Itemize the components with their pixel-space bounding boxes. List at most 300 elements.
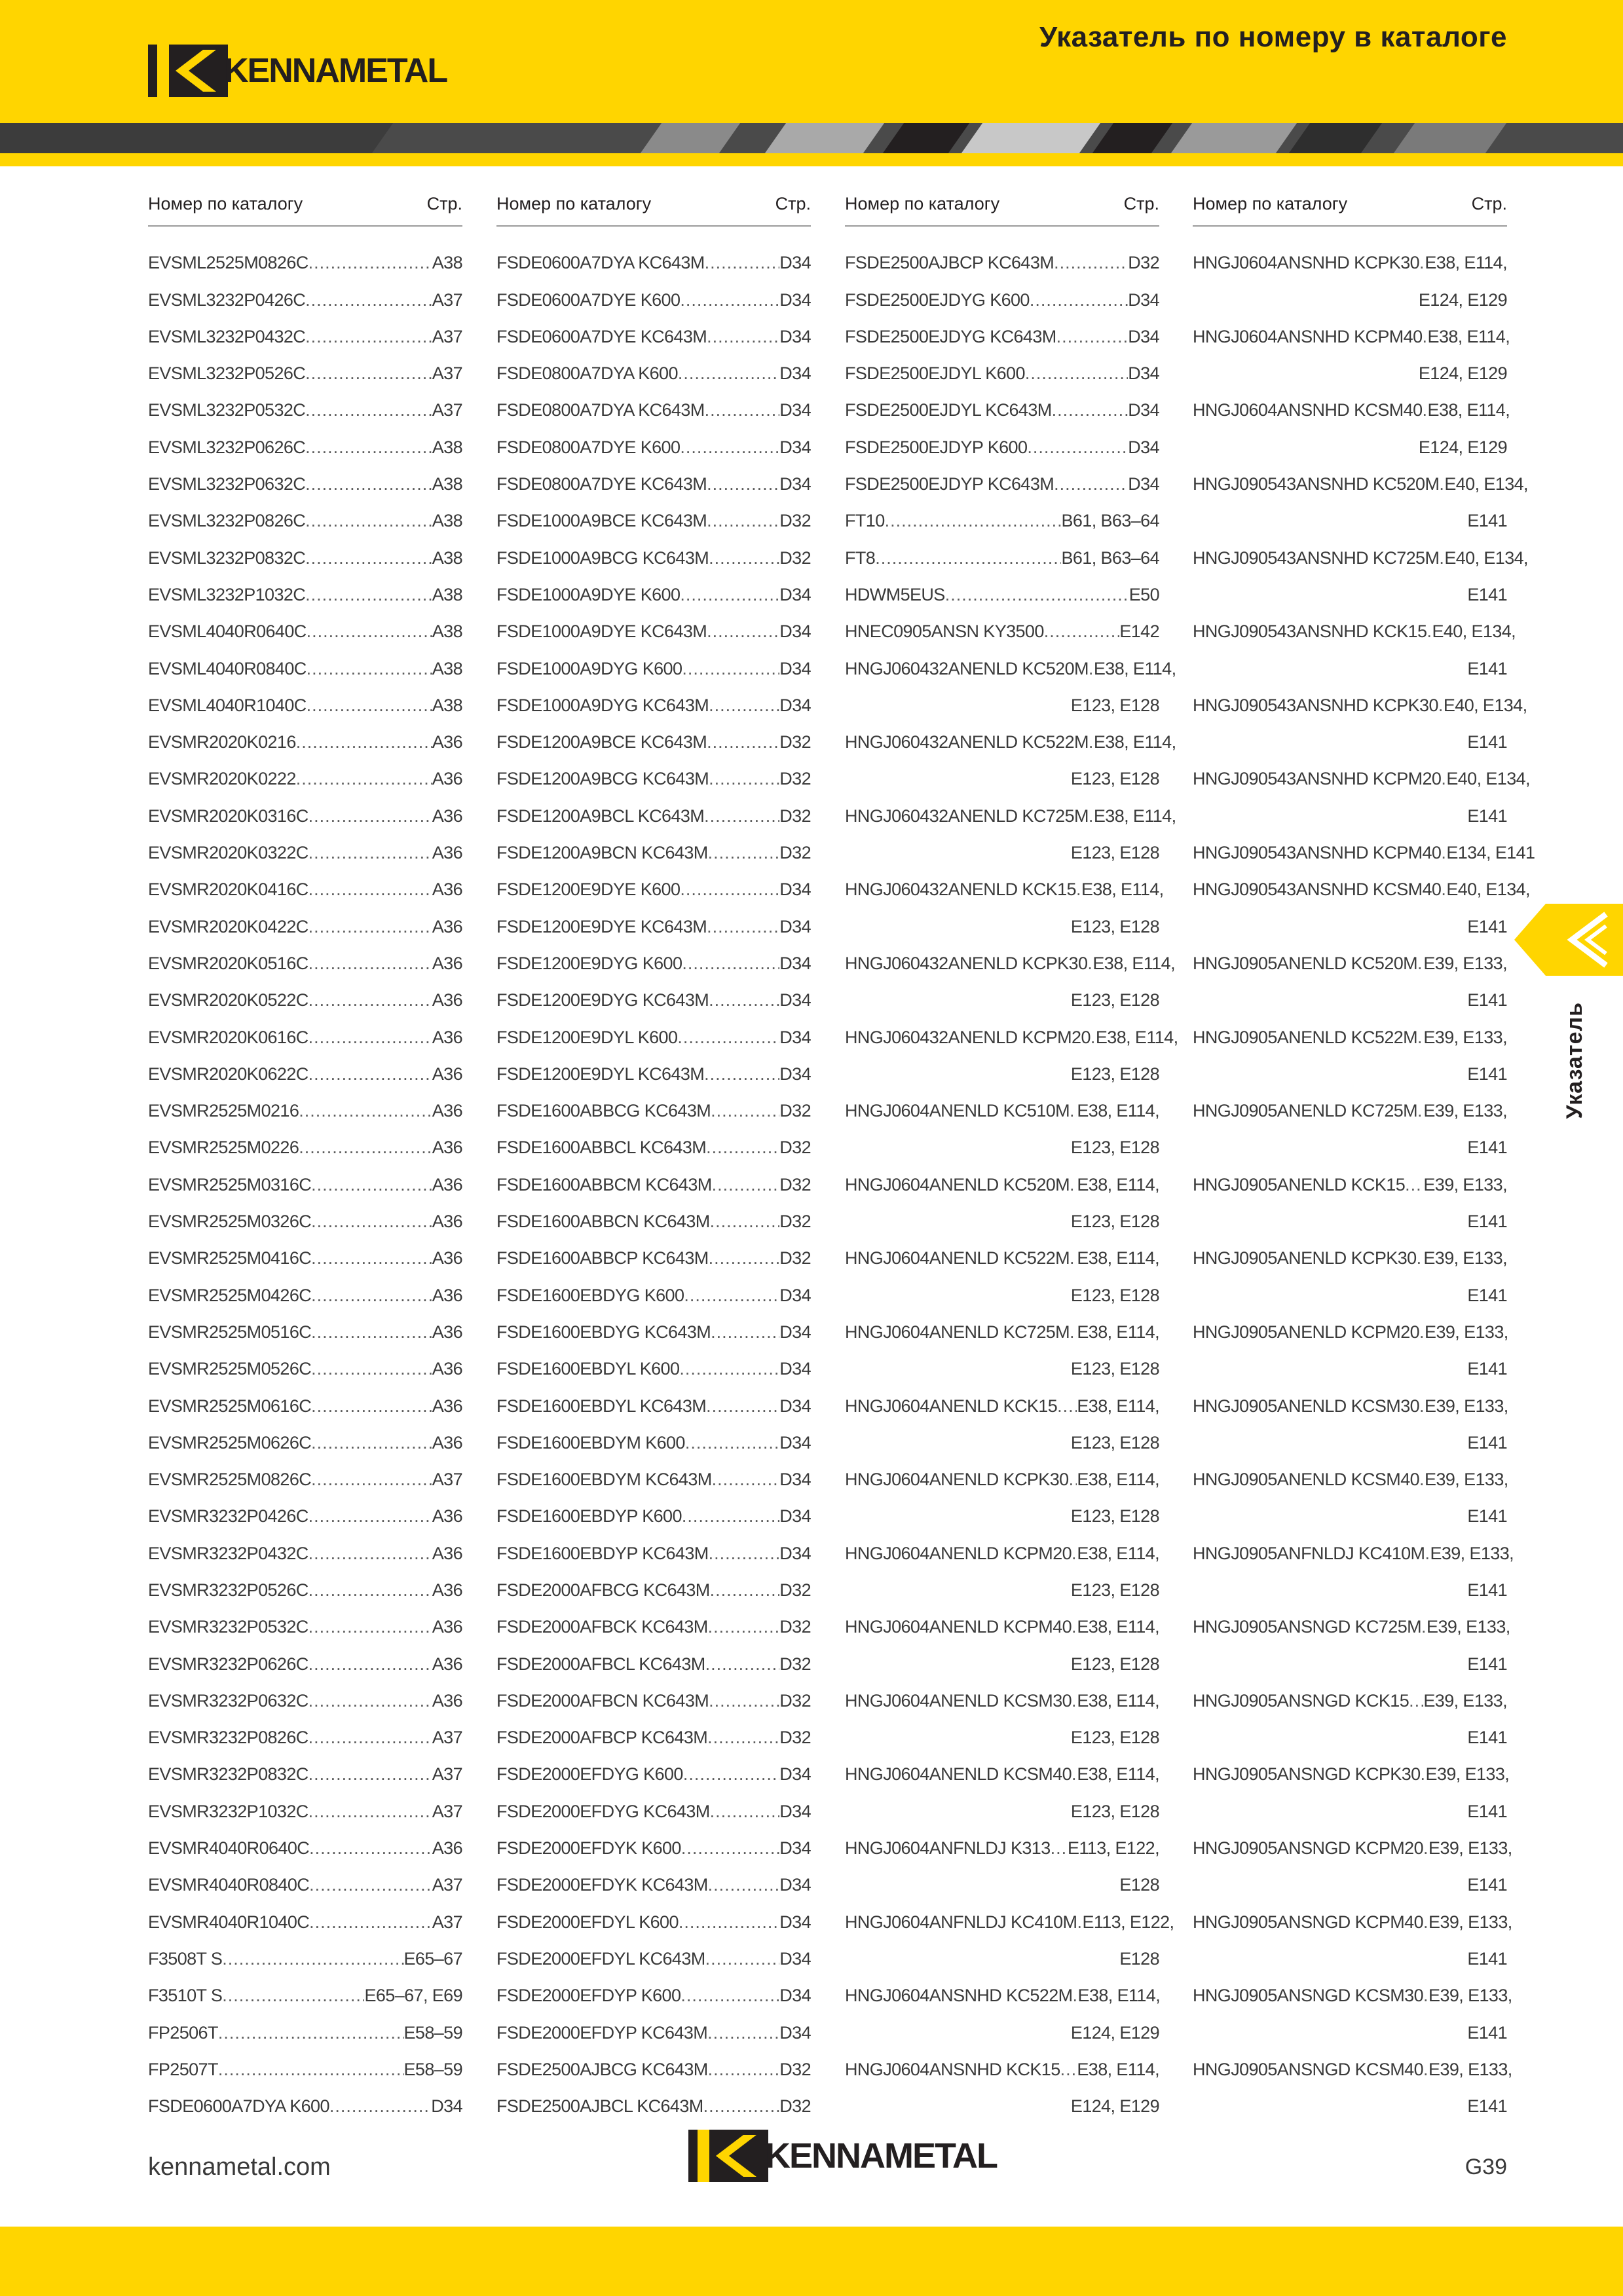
page-reference[interactable]: E142	[1119, 621, 1159, 642]
catalog-number: EVSMR3232P0532C	[148, 1617, 308, 1637]
page-reference[interactable]: E38, E114,	[1427, 326, 1510, 346]
page-reference[interactable]: E39, E133,	[1423, 1690, 1507, 1711]
page-reference[interactable]: D32	[779, 1138, 811, 1158]
dot-leader	[218, 2023, 404, 2043]
index-row	[496, 936, 811, 973]
page-reference[interactable]: E123, E128	[1070, 1728, 1159, 1748]
catalog-number: HNGJ060432ANENLD KCPK30	[845, 953, 1088, 973]
index-column-3	[845, 190, 1178, 2117]
page-reference[interactable]: E123, E128	[1070, 990, 1159, 1010]
page-reference[interactable]: E39, E133,	[1428, 1912, 1512, 1932]
page-reference[interactable]: D34	[779, 400, 811, 420]
index-row-continuation	[1193, 1047, 1507, 1084]
dot-leader	[707, 474, 779, 494]
dot-leader	[305, 437, 432, 457]
page-reference[interactable]: D32	[779, 1248, 811, 1268]
page-reference[interactable]: D34	[779, 990, 811, 1010]
page-reference[interactable]: E40, E134,	[1444, 474, 1528, 494]
index-row	[148, 1637, 462, 1673]
page-reference[interactable]: E123, E128	[1070, 695, 1159, 715]
page-reference[interactable]: D34	[779, 1064, 811, 1084]
page-reference[interactable]: E123, E128	[1070, 843, 1159, 863]
index-row	[1193, 1157, 1507, 1194]
dot-leader	[311, 1248, 432, 1268]
page-reference[interactable]: E141	[1467, 1948, 1507, 1969]
index-row-continuation	[845, 1932, 1159, 1969]
page-reference[interactable]: E38, E114,	[1077, 1470, 1159, 1490]
page-reference[interactable]: E141	[1467, 2022, 1507, 2043]
page-reference[interactable]: E58–59	[403, 2022, 462, 2043]
page-reference[interactable]: E128	[1119, 1875, 1159, 1895]
page-reference[interactable]: E38, E114,	[1081, 880, 1164, 900]
index-row	[496, 1047, 811, 1084]
page-reference[interactable]: A36	[432, 1654, 462, 1674]
dot-leader	[1070, 1248, 1077, 1268]
page-reference[interactable]: E123, E128	[1070, 916, 1159, 936]
page-reference[interactable]: D32	[779, 1690, 811, 1711]
page-reference[interactable]: E141	[1467, 1506, 1507, 1527]
page-reference[interactable]: D34	[779, 1396, 811, 1416]
catalog-number: FSDE2000EFDYL KC643M	[496, 1948, 705, 1969]
index-row	[845, 1747, 1159, 1784]
page-reference[interactable]: D34	[1128, 326, 1159, 346]
dot-leader	[709, 695, 779, 715]
catalog-number: HNGJ0905ANENLD KCSM40	[1193, 1470, 1420, 1490]
index-row	[496, 1010, 811, 1046]
page-reference[interactable]: E141	[1467, 1728, 1507, 1748]
page-reference[interactable]: D34	[779, 1948, 811, 1969]
index-row	[496, 788, 811, 825]
page-reference[interactable]: E39, E133,	[1428, 2059, 1512, 2079]
page-reference[interactable]: D32	[779, 1580, 811, 1600]
page-reference[interactable]: A37	[432, 1470, 462, 1490]
page-reference[interactable]: D32	[779, 805, 811, 826]
catalog-number: EVSMR3232P0632C	[148, 1690, 308, 1711]
page-reference[interactable]: D34	[779, 1322, 811, 1342]
page-header: Стр.	[775, 194, 811, 213]
page-reference[interactable]: A36	[432, 953, 462, 973]
page-reference[interactable]: D34	[1128, 474, 1159, 494]
page-reference[interactable]: E141	[1467, 916, 1507, 936]
catalog-number: FSDE1200E9DYE K600	[496, 880, 681, 900]
catalog-number: EVSMR4040R0640C	[148, 1838, 310, 1859]
page-reference[interactable]: E141	[1467, 511, 1507, 531]
page-reference[interactable]: D34	[779, 1470, 811, 1490]
page-reference[interactable]: E39, E133,	[1423, 953, 1507, 973]
page-reference[interactable]: E38, E114,	[1092, 953, 1175, 973]
catalog-number: EVSML3232P1032C	[148, 584, 306, 604]
index-row	[148, 1969, 462, 2005]
page-reference[interactable]: A38	[432, 547, 462, 568]
page-reference[interactable]: D34	[779, 253, 811, 273]
page-reference[interactable]: E128	[1119, 1948, 1159, 1969]
index-row	[845, 641, 1176, 678]
dot-leader	[308, 990, 432, 1010]
page-reference[interactable]: E141	[1467, 1359, 1507, 1379]
page-reference[interactable]: E58–59	[403, 2059, 462, 2079]
page-reference[interactable]: A37	[432, 1875, 462, 1895]
page-reference[interactable]: E141	[1467, 805, 1507, 826]
page-reference[interactable]: A36	[432, 1138, 462, 1158]
page-reference[interactable]: A38	[432, 437, 462, 457]
page-reference[interactable]: E38, E114,	[1077, 1396, 1159, 1416]
index-row	[148, 2079, 462, 2116]
page-reference[interactable]: E38, E114,	[1077, 1764, 1159, 1785]
index-row-continuation	[1193, 1932, 1507, 1969]
page-reference[interactable]: D34	[779, 1506, 811, 1527]
page-reference[interactable]: A36	[432, 1027, 462, 1047]
page-reference[interactable]: E123, E128	[1070, 1654, 1159, 1674]
page-reference[interactable]: E39, E133,	[1428, 1986, 1512, 2006]
page-reference[interactable]: D34	[779, 1838, 811, 1859]
dot-leader	[1089, 806, 1094, 826]
page-reference[interactable]: D34	[779, 584, 811, 604]
page-reference[interactable]: E123, E128	[1070, 1064, 1159, 1084]
dot-leader	[885, 511, 1062, 530]
page-reference[interactable]: A36	[432, 990, 462, 1010]
page-reference[interactable]: E141	[1467, 1212, 1507, 1232]
catalog-number: EVSMR2525M0616C	[148, 1396, 312, 1416]
index-row-continuation	[1193, 899, 1507, 936]
page-reference[interactable]: D34	[779, 880, 811, 900]
page-reference[interactable]: E123, E128	[1070, 1359, 1159, 1379]
page-reference[interactable]: E38, E114,	[1077, 1174, 1159, 1194]
index-row	[148, 310, 462, 346]
page-reference[interactable]: E39, E133,	[1430, 1543, 1514, 1563]
dot-leader	[708, 1875, 780, 1895]
page-reference[interactable]: D32	[779, 547, 811, 568]
page-reference[interactable]: D34	[779, 1543, 811, 1563]
page-reference[interactable]: A37	[432, 363, 462, 384]
page-reference[interactable]: A38	[432, 621, 462, 642]
page-reference[interactable]: E38, E114,	[1095, 1027, 1178, 1047]
page-reference[interactable]: E39, E133,	[1423, 1027, 1507, 1047]
page-reference[interactable]: E113, E122,	[1067, 1838, 1159, 1859]
page-reference[interactable]: D34	[779, 953, 811, 973]
page-reference[interactable]: E40, E134,	[1446, 880, 1530, 900]
page-reference[interactable]: D34	[779, 695, 811, 715]
page-reference[interactable]: A36	[432, 732, 462, 752]
page-reference[interactable]: E39, E133,	[1425, 1470, 1508, 1490]
section-tab[interactable]	[1514, 904, 1623, 976]
page-reference[interactable]: A37	[432, 326, 462, 346]
page-reference[interactable]: A38	[432, 584, 462, 604]
page-reference[interactable]: E123, E128	[1070, 769, 1159, 789]
page-reference[interactable]: E141	[1467, 1138, 1507, 1158]
page-reference[interactable]: D34	[779, 363, 811, 384]
page-reference[interactable]: A36	[432, 805, 462, 826]
dot-leader	[679, 1912, 779, 1932]
page-reference[interactable]: E38, E114,	[1425, 253, 1507, 273]
page-reference[interactable]: D34	[779, 916, 811, 936]
page-reference[interactable]: D32	[779, 2059, 811, 2079]
page-reference[interactable]: A36	[432, 880, 462, 900]
page-reference[interactable]: D34	[779, 474, 811, 494]
page-reference[interactable]: E50	[1129, 584, 1159, 604]
page-reference[interactable]: D32	[779, 1101, 811, 1121]
index-row	[148, 568, 462, 604]
page-reference[interactable]: E141	[1467, 584, 1507, 604]
page-reference[interactable]: D34	[779, 621, 811, 642]
page-reference[interactable]: D34	[779, 2022, 811, 2043]
page-reference[interactable]: E40, E134,	[1446, 769, 1530, 789]
page-reference[interactable]: E141	[1467, 1580, 1507, 1600]
page-reference[interactable]: E38, E114,	[1077, 1322, 1159, 1342]
page-reference[interactable]: D34	[431, 2096, 462, 2117]
dot-leader	[308, 843, 432, 862]
footer-bar	[0, 2227, 1623, 2296]
dot-leader	[706, 1138, 779, 1157]
page-reference[interactable]: A37	[432, 1801, 462, 1821]
page-reference[interactable]: E65–67, E69	[364, 1986, 462, 2006]
page-reference[interactable]: D32	[779, 1728, 811, 1748]
page-reference[interactable]: E141	[1467, 658, 1507, 678]
page-reference[interactable]: A36	[432, 1248, 462, 1268]
page-reference[interactable]: E40, E134,	[1432, 621, 1516, 642]
page-reference[interactable]: D32	[779, 1212, 811, 1232]
catalog-number-header: Номер по каталогу	[148, 194, 303, 213]
page-reference[interactable]: A36	[432, 1064, 462, 1084]
page-reference[interactable]: D34	[779, 1875, 811, 1895]
index-row	[148, 530, 462, 567]
page-reference[interactable]: E141	[1467, 1285, 1507, 1305]
page-reference[interactable]: A36	[432, 1359, 462, 1379]
page-reference[interactable]: A36	[432, 1690, 462, 1711]
page-reference[interactable]: A36	[432, 1838, 462, 1859]
page-reference[interactable]: E38, E114,	[1077, 1543, 1159, 1563]
catalog-number: HNGJ0905ANENLD KCSM30	[1193, 1396, 1420, 1416]
page-reference[interactable]: B61, B63–64	[1061, 511, 1159, 531]
page-reference[interactable]: E39, E133,	[1423, 1248, 1507, 1268]
page-reference[interactable]: E38, E114,	[1427, 400, 1510, 420]
page-reference[interactable]: A38	[432, 658, 462, 678]
page-reference[interactable]: E38, E114,	[1077, 1617, 1159, 1637]
catalog-number: HNGJ0905ANENLD KC520M	[1193, 953, 1418, 973]
page-reference[interactable]: A36	[432, 1174, 462, 1194]
page-reference[interactable]: E123, E128	[1070, 1138, 1159, 1158]
page-reference[interactable]: A36	[432, 1396, 462, 1416]
page-reference[interactable]: D32	[779, 1654, 811, 1674]
dot-leader	[680, 290, 779, 310]
page-reference[interactable]: D32	[1128, 253, 1159, 273]
page-reference[interactable]: E40, E134,	[1443, 695, 1527, 715]
dot-leader	[1421, 1617, 1427, 1637]
catalog-number: HNGJ0905ANFNLDJ KC410M	[1193, 1543, 1425, 1563]
page-reference[interactable]: E124, E129	[1070, 2096, 1159, 2117]
page-reference[interactable]: E123, E128	[1070, 1432, 1159, 1453]
index-row	[148, 1305, 462, 1342]
index-row	[496, 1084, 811, 1120]
page-reference[interactable]: E124, E129	[1418, 289, 1507, 310]
catalog-number: FSDE1200E9DYG KC643M	[496, 990, 709, 1010]
page-reference[interactable]: D34	[779, 1359, 811, 1379]
index-row	[845, 236, 1159, 272]
page-reference[interactable]: A36	[432, 1285, 462, 1305]
page-reference[interactable]: E38, E114,	[1093, 732, 1176, 752]
page-reference[interactable]: A36	[432, 1322, 462, 1342]
page-reference[interactable]: E38, E114,	[1077, 1248, 1159, 1268]
page-reference[interactable]: A36	[432, 1580, 462, 1600]
page-reference[interactable]: A36	[432, 1543, 462, 1563]
page-reference[interactable]: E124, E129	[1418, 437, 1507, 457]
catalog-number: FSDE0800A7DYA KC643M	[496, 400, 705, 420]
catalog-number: EVSMR2020K0322C	[148, 843, 308, 863]
page-reference[interactable]: E124, E129	[1418, 363, 1507, 384]
dot-leader	[1070, 1175, 1077, 1194]
index-row	[496, 1563, 811, 1600]
page-reference[interactable]: D34	[1128, 289, 1159, 310]
dot-leader	[311, 1470, 432, 1489]
page-reference[interactable]: E113, E122,	[1082, 1912, 1174, 1932]
page-reference[interactable]: A36	[432, 916, 462, 936]
page-reference[interactable]: D34	[779, 1764, 811, 1785]
page-reference[interactable]: D32	[779, 2096, 811, 2117]
page-reference[interactable]: E123, E128	[1070, 1580, 1159, 1600]
index-row-continuation	[845, 826, 1159, 862]
index-row-continuation	[845, 1120, 1159, 1157]
page-reference[interactable]: E134, E141	[1446, 843, 1535, 863]
dot-leader	[1072, 1544, 1077, 1563]
page-reference[interactable]: A37	[432, 400, 462, 420]
page-reference[interactable]: E39, E133,	[1425, 1396, 1508, 1416]
page-reference[interactable]: A36	[432, 1212, 462, 1232]
page-reference[interactable]: E124, E129	[1070, 2022, 1159, 2043]
page-reference[interactable]: E38, E114,	[1077, 1986, 1161, 2006]
page-reference[interactable]: D34	[779, 326, 811, 346]
page-reference[interactable]: D34	[779, 1285, 811, 1305]
catalog-number: HNGJ0604ANENLD KCSM40	[845, 1764, 1072, 1785]
page-reference[interactable]: E141	[1467, 990, 1507, 1010]
page-reference[interactable]: E39, E133,	[1423, 1101, 1507, 1121]
page-reference[interactable]: D34	[1128, 437, 1159, 457]
page-reference[interactable]: D32	[779, 843, 811, 863]
dot-leader	[305, 548, 432, 568]
page-reference[interactable]: D34	[779, 1027, 811, 1047]
page-reference[interactable]: D32	[779, 1174, 811, 1194]
page-reference[interactable]: D34	[779, 658, 811, 678]
page-reference[interactable]: E39, E133,	[1428, 1838, 1512, 1859]
page-reference[interactable]: D32	[779, 511, 811, 531]
page-reference[interactable]: E141	[1467, 1875, 1507, 1895]
dot-leader	[1423, 1912, 1428, 1932]
page-reference[interactable]: D34	[779, 1801, 811, 1821]
page-reference[interactable]: A36	[432, 1506, 462, 1527]
page-reference[interactable]: E38, E114,	[1077, 2059, 1159, 2079]
catalog-number: HNGJ0905ANENLD KCPM20	[1193, 1322, 1420, 1342]
page-reference[interactable]: E38, E114,	[1093, 658, 1176, 678]
page-reference[interactable]: E39, E133,	[1425, 1764, 1510, 1785]
dot-leader	[305, 474, 432, 494]
catalog-number: HNGJ060432ANENLD KCPM20	[845, 1027, 1091, 1047]
index-row	[148, 1600, 462, 1637]
page-reference[interactable]: E123, E128	[1070, 1506, 1159, 1527]
page-reference[interactable]: A37	[432, 289, 462, 310]
page-reference[interactable]: E123, E128	[1070, 1285, 1159, 1305]
index-row	[148, 494, 462, 530]
catalog-number: HNGJ060432ANENLD KC725M	[845, 805, 1089, 826]
page-reference[interactable]: E39, E133,	[1425, 1322, 1508, 1342]
catalog-number: HNGJ090543ANSNHD KCSM40	[1193, 880, 1442, 900]
page-reference[interactable]: D34	[779, 437, 811, 457]
dot-leader	[1417, 954, 1423, 973]
page-reference[interactable]: D34	[1128, 400, 1159, 420]
dot-leader	[308, 253, 432, 272]
catalog-number: EVSML3232P0432C	[148, 326, 306, 346]
catalog-number: EVSMR3232P0426C	[148, 1506, 308, 1527]
page-reference[interactable]: A36	[432, 1432, 462, 1453]
page-reference[interactable]: B61, B63–64	[1061, 547, 1159, 568]
dot-leader	[709, 769, 779, 788]
website-link[interactable]: kennametal.com	[148, 2153, 331, 2181]
page-reference[interactable]: A38	[432, 474, 462, 494]
page-reference[interactable]: E65–67	[403, 1948, 462, 1969]
page-reference[interactable]: E141	[1467, 732, 1507, 752]
catalog-number: EVSML3232P0826C	[148, 511, 306, 531]
dot-leader	[682, 1506, 779, 1526]
catalog-number: EVSML3232P0832C	[148, 547, 306, 568]
catalog-number-header: Номер по каталогу	[1193, 194, 1348, 213]
page-reference[interactable]: E39, E133,	[1427, 1617, 1510, 1637]
page-reference[interactable]: D34	[779, 1432, 811, 1453]
catalog-number: FSDE1600EBDYL KC643M	[496, 1396, 707, 1416]
page-reference[interactable]: D32	[779, 769, 811, 789]
page-reference[interactable]: E141	[1467, 1654, 1507, 1674]
page-reference[interactable]: E38, E114,	[1093, 805, 1176, 826]
index-row	[148, 236, 462, 272]
index-row	[496, 1231, 811, 1268]
page-reference[interactable]: D32	[779, 732, 811, 752]
page-reference[interactable]: E123, E128	[1070, 1801, 1159, 1821]
page-reference[interactable]: E123, E128	[1070, 1212, 1159, 1232]
page-reference[interactable]: E141	[1467, 1064, 1507, 1084]
index-row	[496, 1784, 811, 1821]
catalog-number: FSDE1600EBDYM KC643M	[496, 1470, 712, 1490]
catalog-number: EVSMR3232P0826C	[148, 1728, 308, 1748]
page-reference[interactable]: A36	[432, 1617, 462, 1637]
page-reference[interactable]: E141	[1467, 1432, 1507, 1453]
index-row	[845, 530, 1159, 567]
page-reference[interactable]: E38, E114,	[1077, 1690, 1159, 1711]
page-reference[interactable]: E39, E133,	[1423, 1174, 1507, 1194]
page-reference[interactable]: D32	[779, 1617, 811, 1637]
page-reference[interactable]: E141	[1467, 2096, 1507, 2117]
page-reference[interactable]: A37	[432, 1764, 462, 1785]
dot-leader	[683, 1764, 779, 1784]
page-reference[interactable]: E40, E134,	[1444, 547, 1528, 568]
catalog-number: EVSML4040R0640C	[148, 621, 307, 642]
page-reference[interactable]: D34	[779, 1986, 811, 2006]
page-reference[interactable]: E38, E114,	[1077, 1101, 1159, 1121]
page-reference[interactable]: A38	[432, 511, 462, 531]
index-row	[496, 457, 811, 494]
page-reference[interactable]: A36	[432, 1101, 462, 1121]
page-reference[interactable]: A37	[432, 1728, 462, 1748]
page-reference[interactable]: D34	[779, 289, 811, 310]
page-reference[interactable]: A36	[432, 769, 462, 789]
dot-leader	[709, 1691, 779, 1711]
index-rows	[496, 227, 811, 2116]
dot-leader	[1056, 327, 1129, 346]
page-reference[interactable]: A36	[432, 843, 462, 863]
index-row	[148, 1858, 462, 1895]
page-reference[interactable]: A38	[432, 253, 462, 273]
page-reference[interactable]: A38	[432, 695, 462, 715]
logo-wordmark: KENNAMETAL	[765, 2136, 997, 2176]
page-reference[interactable]: D34	[1128, 363, 1159, 384]
page-reference[interactable]: E141	[1467, 1801, 1507, 1821]
page-reference[interactable]: A37	[432, 1912, 462, 1932]
page-reference[interactable]: D34	[779, 1912, 811, 1932]
